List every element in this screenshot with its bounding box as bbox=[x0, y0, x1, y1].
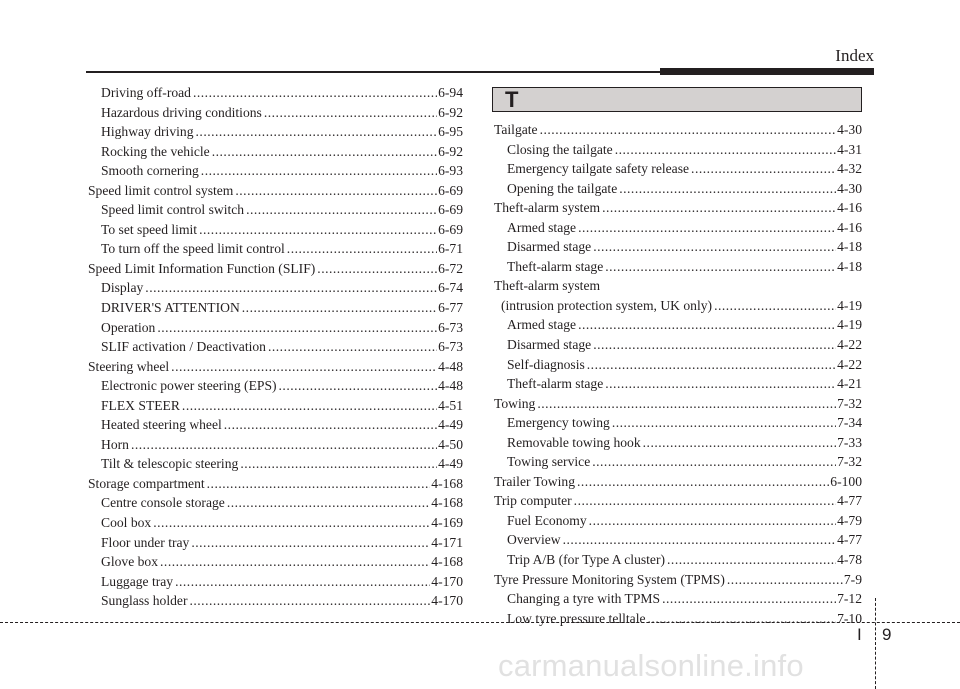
entry-page-number: 7-12 bbox=[837, 591, 862, 607]
index-subentry bbox=[494, 140, 862, 160]
leader-dots bbox=[714, 296, 836, 316]
entry-text: Glove box bbox=[101, 554, 159, 570]
entry-text: Speed limit control switch bbox=[101, 202, 245, 218]
leader-dots bbox=[153, 513, 430, 533]
entry-text: Storage compartment bbox=[88, 475, 205, 491]
entry-page-number: 7-33 bbox=[837, 434, 862, 450]
index-subentry bbox=[88, 533, 463, 553]
index-subentry bbox=[494, 374, 862, 394]
index-subentry bbox=[88, 513, 463, 533]
entry-text: Removable towing hook bbox=[507, 434, 641, 450]
entry-text: Towing service bbox=[507, 454, 591, 470]
entry-page-number: 6-69 bbox=[438, 182, 463, 198]
leader-dots bbox=[593, 237, 836, 257]
entry-text: Armed stage bbox=[507, 219, 577, 235]
entry-page-number: 6-95 bbox=[438, 124, 463, 140]
leader-dots bbox=[224, 415, 437, 435]
entry-text: Luggage tray bbox=[101, 573, 174, 589]
entry-page-number: 4-49 bbox=[438, 456, 463, 472]
footer-vertical-divider bbox=[875, 598, 876, 689]
entry-text: Floor under tray bbox=[101, 534, 190, 550]
leader-dots bbox=[574, 491, 836, 511]
leader-dots bbox=[268, 337, 437, 357]
index-subentry bbox=[494, 589, 862, 609]
index-subentry bbox=[88, 278, 463, 298]
entry-page-number: 4-22 bbox=[837, 337, 862, 353]
entry-page-number: 4-171 bbox=[431, 534, 463, 550]
index-subentry bbox=[88, 552, 463, 572]
entry-text: Cool box bbox=[101, 515, 152, 531]
entry-text: (intrusion protection system, UK only) bbox=[501, 297, 713, 313]
entry-page-number: 6-92 bbox=[438, 104, 463, 120]
index-subentry bbox=[88, 572, 463, 592]
index-subentry bbox=[494, 550, 862, 570]
leader-dots bbox=[240, 454, 437, 474]
entry-text: Steering wheel bbox=[88, 358, 170, 374]
entry-text: Theft-alarm stage bbox=[507, 376, 604, 392]
entry-page-number: 4-168 bbox=[431, 554, 463, 570]
index-subentry bbox=[494, 609, 862, 629]
entry-text: Disarmed stage bbox=[507, 239, 592, 255]
leader-dots bbox=[199, 220, 437, 240]
entry-page-number: 6-72 bbox=[438, 260, 463, 276]
index-subentry bbox=[494, 237, 862, 257]
entry-page-number: 4-170 bbox=[431, 593, 463, 609]
leader-dots bbox=[691, 159, 836, 179]
entry-page-number: 4-50 bbox=[438, 436, 463, 452]
entry-text: Centre console storage bbox=[101, 495, 225, 511]
leader-dots bbox=[246, 200, 437, 220]
index-entry bbox=[494, 491, 862, 511]
entry-page-number: 6-71 bbox=[438, 241, 463, 257]
leader-dots bbox=[171, 357, 437, 377]
entry-page-number: 4-30 bbox=[837, 122, 862, 137]
entry-page-number: 4-22 bbox=[837, 356, 862, 372]
entry-page-number: 6-73 bbox=[438, 339, 463, 355]
entry-page-number: 4-168 bbox=[431, 475, 463, 491]
entry-page-number: 4-79 bbox=[837, 512, 862, 528]
index-entry bbox=[494, 276, 862, 296]
entry-text: Changing a tyre with TPMS bbox=[507, 591, 661, 607]
section-heading-t bbox=[492, 87, 862, 112]
leader-dots bbox=[540, 120, 836, 140]
entry-page-number: 4-19 bbox=[837, 297, 862, 313]
entry-text: Low tyre pressure telltale bbox=[507, 610, 646, 626]
entry-text: To set speed limit bbox=[101, 221, 198, 237]
entry-text: FLEX STEER bbox=[101, 397, 180, 413]
leader-dots bbox=[157, 318, 437, 338]
entry-text: Closing the tailgate bbox=[507, 141, 613, 157]
entry-text: Rocking the vehicle bbox=[101, 143, 210, 159]
entry-text: Horn bbox=[101, 436, 129, 452]
entry-page-number: 6-73 bbox=[438, 319, 463, 335]
entry-text: Theft-alarm stage bbox=[507, 258, 604, 274]
entry-text: Sunglass holder bbox=[101, 593, 188, 609]
leader-dots bbox=[667, 550, 836, 570]
index-subentry bbox=[494, 179, 862, 199]
leader-dots bbox=[727, 570, 843, 590]
leader-dots bbox=[612, 413, 836, 433]
entry-page-number: 6-100 bbox=[830, 473, 862, 489]
entry-page-number: 4-49 bbox=[438, 417, 463, 433]
entry-page-number: 4-31 bbox=[837, 141, 862, 157]
entry-text: Emergency tailgate safety release bbox=[507, 161, 690, 177]
section-letter: T bbox=[505, 87, 519, 112]
index-subentry bbox=[494, 335, 862, 355]
leader-dots bbox=[207, 474, 431, 494]
leader-dots bbox=[191, 533, 430, 553]
leader-dots bbox=[593, 335, 836, 355]
entry-page-number: 4-16 bbox=[837, 219, 862, 235]
entry-text: To turn off the speed limit control bbox=[101, 241, 285, 257]
leader-dots bbox=[602, 198, 836, 218]
entry-text: Armed stage bbox=[507, 317, 577, 333]
entry-page-number: 4-168 bbox=[431, 495, 463, 511]
entry-text: Disarmed stage bbox=[507, 337, 592, 353]
leader-dots bbox=[563, 530, 836, 550]
index-column-left bbox=[88, 83, 463, 611]
index-subentry bbox=[494, 511, 862, 531]
entry-text: Tilt & telescopic steering bbox=[101, 456, 239, 472]
entry-text: Heated steering wheel bbox=[101, 417, 222, 433]
entry-page-number: 6-69 bbox=[438, 202, 463, 218]
entry-page-number: 4-77 bbox=[837, 532, 862, 548]
index-entry bbox=[494, 198, 862, 218]
entry-text: Self-diagnosis bbox=[507, 356, 585, 372]
entry-text: Tailgate bbox=[494, 122, 538, 137]
entry-page-number: 4-18 bbox=[837, 239, 862, 255]
entry-page-number: 7-10 bbox=[837, 610, 862, 626]
index-subentry bbox=[88, 454, 463, 474]
entry-page-number: 6-92 bbox=[438, 143, 463, 159]
entry-page-number: 4-30 bbox=[837, 180, 862, 196]
index-subentry bbox=[494, 413, 862, 433]
leader-dots bbox=[592, 452, 836, 472]
index-subentry bbox=[88, 298, 463, 318]
index-column-right bbox=[494, 120, 862, 628]
entry-text: Smooth cornering bbox=[101, 163, 199, 179]
leader-dots bbox=[175, 572, 430, 592]
index-subentry bbox=[88, 337, 463, 357]
index-entry bbox=[88, 474, 463, 494]
index-entry bbox=[494, 120, 862, 140]
footer-section-letter: I bbox=[857, 625, 862, 644]
index-subentry bbox=[494, 159, 862, 179]
entry-page-number: 4-16 bbox=[837, 200, 862, 216]
leader-dots bbox=[131, 435, 437, 455]
index-subentry bbox=[88, 200, 463, 220]
leader-dots bbox=[619, 179, 836, 199]
entry-page-number: 7-32 bbox=[837, 454, 862, 470]
entry-text: Trip computer bbox=[494, 493, 572, 509]
entry-text: DRIVER'S ATTENTION bbox=[101, 300, 240, 316]
leader-dots bbox=[160, 552, 430, 572]
index-subentry bbox=[494, 296, 862, 316]
index-subentry bbox=[494, 530, 862, 550]
index-subentry bbox=[88, 161, 463, 181]
leader-dots bbox=[235, 181, 437, 201]
entry-page-number: 4-78 bbox=[837, 552, 862, 568]
entry-page-number: 7-32 bbox=[837, 395, 862, 411]
leader-dots bbox=[279, 376, 438, 396]
entry-text: Hazardous driving conditions bbox=[101, 104, 262, 120]
leader-dots bbox=[182, 396, 437, 416]
entry-text: Overview bbox=[507, 532, 561, 548]
index-subentry bbox=[88, 318, 463, 338]
entry-page-number: 6-94 bbox=[438, 85, 463, 100]
leader-dots bbox=[643, 433, 836, 453]
index-subentry bbox=[88, 396, 463, 416]
index-subentry bbox=[494, 452, 862, 472]
index-subentry bbox=[494, 218, 862, 238]
entry-text: Theft-alarm system bbox=[494, 200, 601, 216]
index-subentry bbox=[88, 142, 463, 162]
entry-text: Driving off-road bbox=[101, 85, 191, 100]
footer-page-number: 9 bbox=[882, 625, 892, 644]
index-subentry bbox=[88, 220, 463, 240]
entry-page-number: 4-48 bbox=[438, 358, 463, 374]
index-entry bbox=[494, 472, 862, 492]
entry-page-number: 7-9 bbox=[843, 571, 862, 587]
index-entry bbox=[494, 394, 862, 414]
entry-page-number: 4-32 bbox=[837, 161, 862, 177]
entry-text: Electronic power steering (EPS) bbox=[101, 378, 277, 394]
watermark-text: carmanualsonline.info bbox=[498, 648, 804, 683]
leader-dots bbox=[587, 355, 836, 375]
index-subentry bbox=[494, 257, 862, 277]
entry-text: Display bbox=[101, 280, 144, 296]
entry-page-number: 4-19 bbox=[837, 317, 862, 333]
leader-dots bbox=[145, 278, 437, 298]
leader-dots bbox=[537, 394, 836, 414]
entry-text: Opening the tailgate bbox=[507, 180, 618, 196]
entry-page-number: 4-21 bbox=[837, 376, 862, 392]
leader-dots bbox=[193, 83, 437, 103]
entry-page-number: 4-77 bbox=[837, 493, 862, 509]
entry-text: Highway driving bbox=[101, 124, 194, 140]
leader-dots bbox=[578, 218, 836, 238]
entry-text: Fuel Economy bbox=[507, 512, 587, 528]
leader-dots bbox=[589, 511, 836, 531]
leader-dots bbox=[201, 161, 437, 181]
leader-dots bbox=[605, 374, 836, 394]
index-subentry bbox=[88, 376, 463, 396]
index-subentry bbox=[88, 239, 463, 259]
entry-text: SLIF activation / Deactivation bbox=[101, 339, 266, 355]
index-subentry bbox=[88, 83, 463, 103]
index-subentry bbox=[494, 315, 862, 335]
entry-text: Theft-alarm system bbox=[494, 278, 601, 294]
leader-dots bbox=[317, 259, 437, 279]
leader-dots bbox=[577, 472, 829, 492]
index-entry bbox=[88, 357, 463, 377]
leader-dots bbox=[264, 103, 437, 123]
entry-page-number: 4-18 bbox=[837, 258, 862, 274]
entry-page-number: 6-93 bbox=[438, 163, 463, 179]
leader-dots bbox=[578, 315, 836, 335]
entry-page-number: 4-170 bbox=[431, 573, 463, 589]
leader-dots bbox=[227, 493, 430, 513]
entry-text: Speed limit control system bbox=[88, 182, 234, 198]
entry-text: Towing bbox=[494, 395, 536, 411]
entry-page-number: 6-69 bbox=[438, 221, 463, 237]
leader-dots bbox=[196, 122, 438, 142]
entry-page-number: 6-77 bbox=[438, 300, 463, 316]
leader-dots bbox=[605, 257, 836, 277]
leader-dots bbox=[615, 140, 836, 160]
entry-text: Emergency towing bbox=[507, 415, 610, 431]
leader-dots bbox=[212, 142, 437, 162]
leader-dots bbox=[189, 591, 430, 611]
entry-page-number: 7-34 bbox=[837, 415, 862, 431]
entry-page-number: 4-51 bbox=[438, 397, 463, 413]
index-entry bbox=[88, 181, 463, 201]
index-subentry bbox=[88, 122, 463, 142]
entry-text: Speed Limit Information Function (SLIF) bbox=[88, 260, 316, 276]
entry-page-number: 4-48 bbox=[438, 378, 463, 394]
entry-text: Tyre Pressure Monitoring System (TPMS) bbox=[494, 571, 725, 587]
index-entry bbox=[88, 259, 463, 279]
leader-dots bbox=[242, 298, 437, 318]
leader-dots bbox=[662, 589, 836, 609]
page-header-title: Index bbox=[835, 46, 874, 65]
index-subentry bbox=[88, 103, 463, 123]
index-subentry bbox=[88, 591, 463, 611]
entry-text: Trailer Towing bbox=[494, 473, 575, 489]
index-subentry bbox=[88, 415, 463, 435]
entry-page-number: 6-74 bbox=[438, 280, 463, 296]
leader-dots bbox=[287, 239, 437, 259]
entry-text: Trip A/B (for Type A cluster) bbox=[507, 552, 666, 568]
footer-divider bbox=[0, 622, 960, 623]
index-subentry bbox=[88, 493, 463, 513]
index-subentry bbox=[88, 435, 463, 455]
header-accent-bar bbox=[660, 68, 874, 75]
entry-page-number: 4-169 bbox=[431, 515, 463, 531]
index-entry bbox=[494, 570, 862, 590]
index-subentry bbox=[494, 355, 862, 375]
leader-dots bbox=[648, 609, 837, 629]
index-subentry bbox=[494, 433, 862, 453]
entry-text: Operation bbox=[101, 319, 156, 335]
